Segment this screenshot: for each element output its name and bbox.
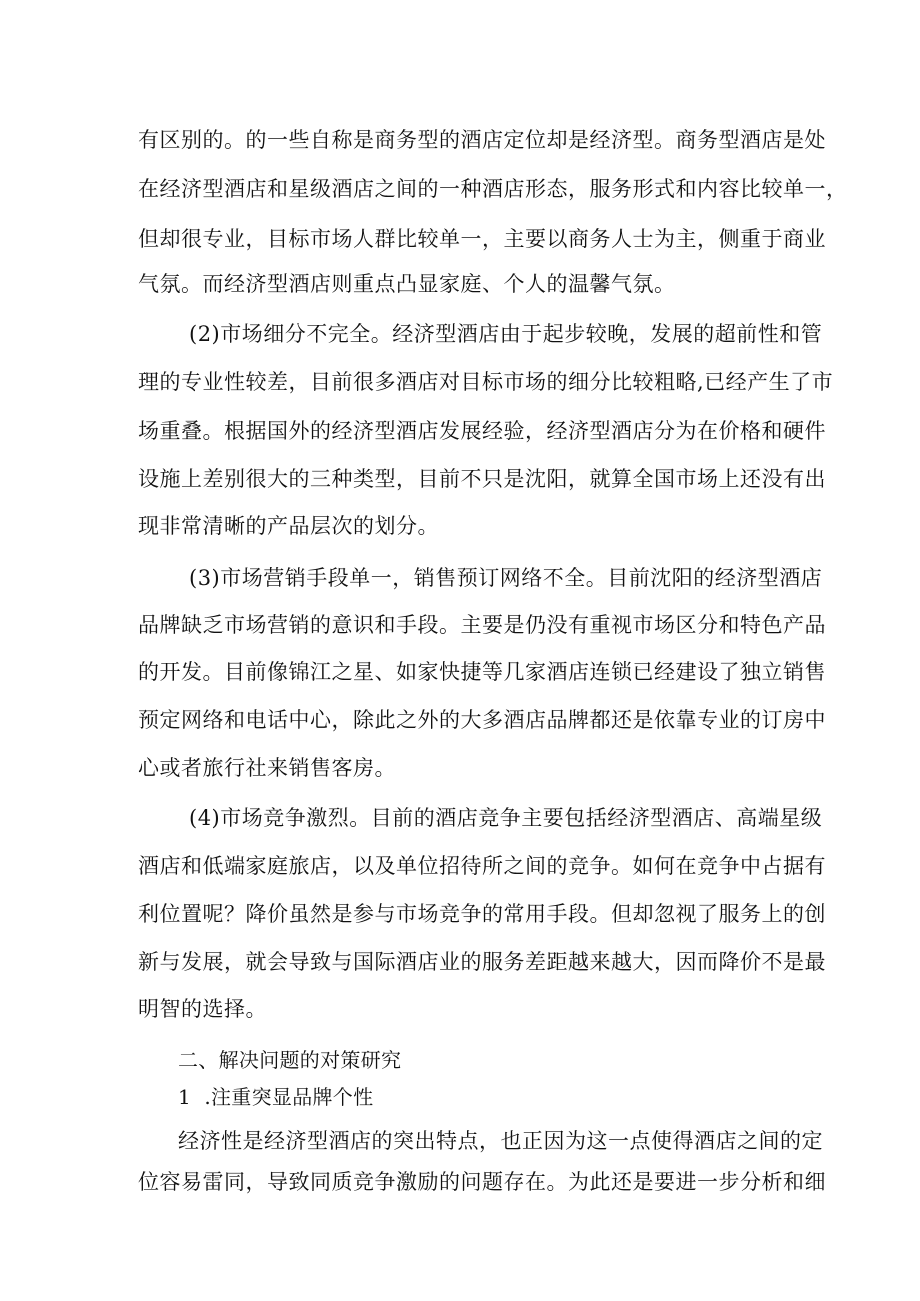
paragraph-line: 位容易雷同，导致同质竞争激励的问题存在。为此还是要进一步分析和细 — [138, 1170, 826, 1194]
subsection-heading: 1 .注重突显品牌个性 — [178, 1085, 374, 1109]
paragraph-line: 酒店和低端家庭旅店，以及单位招待所之间的竞争。如何在竞争中占据有 — [138, 854, 826, 878]
paragraph-line: (2)市场细分不完全。经济型酒店由于起步较晚，发展的超前性和管 — [189, 322, 823, 346]
paragraph-line: 利位置呢？降价虽然是参与市场竞争的常用手段。但却忽视了服务上的创 — [138, 902, 826, 926]
paragraph-line: 明智的选择。 — [138, 997, 267, 1021]
paragraph-line: (4)市场竞争激烈。目前的酒店竞争主要包括经济型酒店、高端星级 — [189, 806, 823, 830]
paragraph-line: 场重叠。根据国外的经济型酒店发展经验，经济型酒店分为在价格和硬件 — [138, 419, 826, 443]
paragraph-line: 经济性是经济型酒店的突出特点，也正因为这一点使得酒店之间的定 — [178, 1129, 823, 1153]
paragraph-line: 设施上差别很大的三种类型，目前不只是沈阳，就算全国市场上还没有出 — [138, 467, 826, 491]
paragraph-line: 现非常清晰的产品层次的划分。 — [138, 514, 439, 538]
paragraph-line: 理的专业性较差，目前很多酒店对目标市场的细分比较粗略,已经产生了市 — [138, 370, 834, 394]
paragraph-line: 在经济型酒店和星级酒店之间的一种酒店形态，服务形式和内容比较单一， — [138, 177, 848, 201]
paragraph-line: 气氛。而经济型酒店则重点凸显家庭、个人的温馨气氛。 — [138, 272, 676, 296]
paragraph-line: 心或者旅行社来销售客房。 — [138, 756, 396, 780]
paragraph-line: 品牌缺乏市场营销的意识和手段。主要是仍没有重视市场区分和特色产品 — [138, 613, 826, 637]
paragraph-line: 有区别的。的一些自称是商务型的酒店定位却是经济型。商务型酒店是处 — [138, 128, 826, 152]
paragraph-line: 但却很专业，目标市场人群比较单一，主要以商务人士为主，侧重于商业 — [138, 227, 826, 251]
paragraph-line: 的开发。目前像锦江之星、如家快捷等几家酒店连锁已经建设了独立销售 — [138, 660, 826, 684]
paragraph-line: 新与发展，就会导致与国际酒店业的服务差距越来越大，因而降价不是最 — [138, 950, 826, 974]
section-heading: 二、解决问题的对策研究 — [178, 1048, 402, 1072]
paragraph-line: (3)市场营销手段单一，销售预订网络不全。目前沈阳的经济型酒店 — [189, 566, 823, 590]
paragraph-line: 预定网络和电话中心，除此之外的大多酒店品牌都还是依靠专业的订房中 — [138, 708, 826, 732]
